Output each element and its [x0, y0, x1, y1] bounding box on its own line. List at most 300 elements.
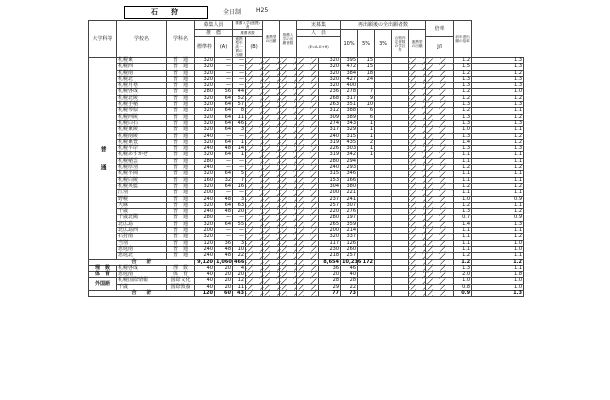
col-rec-b: (B): [246, 37, 263, 58]
cell-quota: 160: [195, 177, 215, 183]
cell-actual: 226: [319, 146, 341, 152]
cell-school: 札幌西: [117, 64, 167, 70]
cell-quota: 240: [195, 196, 215, 202]
col-c1: 連携型の出願: [263, 21, 280, 58]
col-c4: 合格内定者数の学区外: [392, 30, 409, 58]
cell-recommend: 64: [215, 108, 233, 114]
cell-recommend: 48: [215, 209, 233, 215]
cell-applicants: 427: [341, 76, 358, 82]
col-c5: 連携型の出願: [409, 30, 426, 58]
total-p10: 172: [358, 259, 375, 265]
col-rec-group: 推薦入学(連携)者: [233, 21, 263, 30]
total-prev-ratio: 1.3: [472, 290, 524, 296]
cell-applicants: 221: [341, 190, 358, 196]
cell-ratio: 1.0: [454, 196, 472, 202]
cell-applicants: 28: [341, 278, 358, 284]
cell-prev-ratio: 1.1: [472, 265, 524, 271]
cell-actual: 309: [319, 114, 341, 120]
cell-actual: 236: [319, 89, 341, 95]
cell-quota: 40: [195, 278, 215, 284]
cell-quota: 120: [195, 240, 215, 246]
cell-prev-ratio: 1.1: [472, 127, 524, 133]
cell-rec-count: 12: [233, 278, 246, 284]
cell-ratio: 2.0: [454, 272, 472, 278]
cell-recommend: —: [215, 70, 233, 76]
cell-ratio: 1.0: [454, 127, 472, 133]
cell-applicants: 400: [341, 83, 358, 89]
cell-p10: 1: [358, 120, 375, 126]
cell-prev-ratio: 1.2: [472, 234, 524, 240]
cell-actual: 240: [319, 165, 341, 171]
cell-rec-count: —: [233, 83, 246, 89]
header-row-1: [89, 21, 524, 30]
total-applicants: 10,236: [342, 258, 362, 265]
cell-ratio: 1.3: [454, 83, 472, 89]
cell-quota: 320: [195, 95, 215, 101]
cell-rec-count: 16: [233, 183, 246, 189]
cell-p10: 1: [358, 152, 375, 158]
col-rec-sub: 推薦者数: [233, 30, 263, 37]
cell-applicants: 359: [341, 221, 358, 227]
cell-ratio: 0.8: [454, 284, 472, 290]
cell-prev-ratio: 1.3: [472, 58, 524, 64]
cell-school: 札幌南陵: [117, 133, 167, 139]
cell-rec-count: 22: [233, 253, 246, 259]
cell-school: 千歳: [117, 209, 167, 215]
cell-prev-ratio: 1.1: [472, 152, 524, 158]
cell-prev-ratio: 1.0: [472, 284, 524, 290]
cell-p10: 6: [358, 114, 375, 120]
cell-ratio: 1.1: [454, 177, 472, 183]
cell-actual: 230: [319, 246, 341, 252]
cell-prev-ratio: 1.2: [472, 209, 524, 215]
cell-recommend: —: [215, 158, 233, 164]
cell-school: 札幌厚別: [117, 165, 167, 171]
cell-rec-count: —: [233, 234, 246, 240]
cell-course: 普 通: [167, 139, 195, 145]
cell-applicants: 395: [341, 58, 358, 64]
cell-ratio: 1.1: [454, 228, 472, 234]
cell-applicants: 166: [341, 177, 358, 183]
cell-recommend: 20: [215, 278, 233, 284]
cell-course: 普 通: [167, 108, 195, 114]
cell-course: 普 通: [167, 202, 195, 208]
col-ratio-sub: J/I: [426, 37, 454, 58]
cell-actual: 320: [319, 64, 341, 70]
cell-quota: 320: [195, 127, 215, 133]
cell-applicants: 303: [341, 146, 358, 152]
cell-actual: 320: [319, 58, 341, 64]
total-prev-ratio: 1.2: [472, 259, 524, 265]
cell-ratio: 1.4: [454, 139, 472, 145]
cell-recommend: 20: [215, 265, 233, 271]
cell-recommend: 64: [215, 127, 233, 133]
cell-rec-count: 1: [233, 139, 246, 145]
cell-rec-count: 55: [233, 221, 246, 227]
cell-recommend: 48: [215, 146, 233, 152]
cell-rec-count: —: [233, 76, 246, 82]
cell-applicants: 351: [341, 102, 358, 108]
total-quota: 9,120: [195, 259, 215, 265]
cell-ratio: 1.5: [454, 64, 472, 70]
cell-p10: 6: [358, 108, 375, 114]
col-c3: 連携型中高一貫の出願: [233, 37, 246, 58]
cell-quota: 240: [195, 253, 215, 259]
cell-school: 札幌東: [117, 58, 167, 64]
total-hatch-4: [297, 290, 319, 296]
cell-p10: 1: [358, 146, 375, 152]
cell-p10: 7: [358, 89, 375, 95]
cell-applicants: 343: [341, 120, 358, 126]
cell-prev-ratio: 1.3: [472, 64, 524, 70]
cell-prev-ratio: 1.1: [472, 190, 524, 196]
cell-course: 普 通: [167, 190, 195, 196]
cell-rec-count: 7: [233, 177, 246, 183]
cell-ratio: 1.2: [454, 70, 472, 76]
cell-quota: 320: [195, 76, 215, 82]
cell-course: 普 通: [167, 114, 195, 120]
cell-actual: 268: [319, 95, 341, 101]
cell-rec-count: —: [233, 190, 246, 196]
cell-school: 千歳北陽: [117, 215, 167, 221]
cell-school: 恵庭南: [117, 272, 167, 278]
cell-ratio: 1.3: [454, 265, 472, 271]
cell-recommend: 64: [215, 95, 233, 101]
cell-quota: 320: [195, 183, 215, 189]
cell-prev-ratio: 1.3: [472, 76, 524, 82]
cell-course: 普 通: [167, 95, 195, 101]
cell-recommend: —: [215, 64, 233, 70]
col-category: 大学科等: [89, 21, 117, 58]
cell-quota: 320: [195, 152, 215, 158]
cell-prev-ratio: 1.1: [472, 202, 524, 208]
cell-school: 札幌南: [117, 70, 167, 76]
total-p10: [358, 290, 375, 296]
cell-prev-ratio: 1.2: [472, 114, 524, 120]
subtotal-row: [89, 290, 524, 296]
cell-ratio: 1.2: [454, 202, 472, 208]
cell-rec-count: —: [233, 64, 246, 70]
cell-ratio: 1.3: [454, 120, 472, 126]
cell-quota: 280: [195, 89, 215, 95]
cell-recommend: 64: [215, 102, 233, 108]
cell-actual: 36: [319, 265, 341, 271]
cell-quota: 320: [195, 202, 215, 208]
cell-rec-count: 52: [233, 95, 246, 101]
cell-ratio: 1.1: [454, 152, 472, 158]
category-science: 理 数: [89, 265, 117, 271]
cell-quota: 320: [195, 114, 215, 120]
cell-actual: 29: [319, 284, 341, 290]
cell-ratio: 1.3: [454, 146, 472, 152]
cell-actual: 320: [319, 83, 341, 89]
cell-course: 普 通: [167, 64, 195, 70]
cell-course: 体 育: [167, 272, 195, 278]
cell-quota: 200: [195, 190, 215, 196]
cell-quota: 40: [195, 272, 215, 278]
cell-rec-count: 46: [233, 120, 246, 126]
cell-applicants: 46: [341, 265, 358, 271]
cell-prev-ratio: 1.2: [472, 70, 524, 76]
col-course: 学科名: [167, 21, 195, 58]
cell-applicants: 241: [341, 196, 358, 202]
cell-course: 普 通: [167, 196, 195, 202]
cell-school: 当別: [117, 240, 167, 246]
col-quota-a: (A): [215, 37, 233, 58]
cell-ratio: 1.2: [454, 165, 472, 171]
cell-rec-count: 5: [233, 171, 246, 177]
total-hatch-1: [246, 290, 263, 296]
cell-applicants: 307: [341, 202, 358, 208]
cell-rec-count: —: [233, 70, 246, 76]
cell-course: 国際教養: [167, 284, 195, 290]
cell-actual: 200: [319, 190, 341, 196]
fiscal-year: H25: [256, 7, 269, 14]
total-recommend: 1,060: [216, 258, 232, 265]
cell-applicants: 294: [341, 158, 358, 164]
total-applicants: 73: [341, 290, 358, 296]
cell-prev-ratio: 1.0: [472, 240, 524, 246]
cell-rec-count: —: [233, 215, 246, 221]
cell-school: 江別: [117, 190, 167, 196]
region-title: 石 狩: [124, 6, 208, 19]
cell-prev-ratio: 1.3: [472, 146, 524, 152]
cell-applicants: 472: [341, 64, 358, 70]
cell-quota: 40: [195, 284, 215, 290]
cell-ratio: 1.3: [454, 102, 472, 108]
cell-ratio: 1.2: [454, 89, 472, 95]
cell-school: 札幌啓成: [117, 265, 167, 271]
total-hatch-2: [263, 290, 280, 296]
cell-rec-count: —: [233, 158, 246, 164]
cell-ratio: 1.2: [454, 58, 472, 64]
cell-ratio: 1.3: [454, 76, 472, 82]
cell-quota: 200: [195, 228, 215, 234]
cell-rec-count: 20: [233, 272, 246, 278]
cell-ratio: 1.2: [454, 253, 472, 259]
cell-actual: 320: [319, 76, 341, 82]
cell-quota: 240: [195, 146, 215, 152]
cell-quota: 320: [195, 102, 215, 108]
cell-actual: 263: [319, 102, 341, 108]
cell-school: 札幌あすかぜ: [117, 152, 167, 158]
cell-applicants: 276: [341, 209, 358, 215]
cell-recommend: 32: [215, 177, 233, 183]
cell-rec-count: 63: [233, 202, 246, 208]
cell-school: 北広島西: [117, 228, 167, 234]
col-c2: 推薦入学の出願者数: [280, 21, 297, 58]
cell-actual: 319: [319, 139, 341, 145]
total-recommend: 60: [215, 290, 233, 296]
col-actual-formula: (E=A-G+H): [297, 37, 341, 58]
cell-school: 札幌琴似: [117, 108, 167, 114]
total-quota: 120: [195, 290, 215, 296]
col-apply-group: 再出願後の全出願者数: [341, 21, 426, 30]
cell-course: 普 通: [167, 171, 195, 177]
cell-p10: 15: [358, 58, 375, 64]
cell-actual: 320: [319, 70, 341, 76]
cell-actual: 317: [319, 127, 341, 133]
cell-recommend: 64: [215, 183, 233, 189]
cell-recommend: 64: [215, 202, 233, 208]
cell-ratio: 1.2: [454, 108, 472, 114]
cell-prev-ratio: 1.1: [472, 177, 524, 183]
cell-school: 札幌英藍: [117, 183, 167, 189]
cell-rec-count: 44: [233, 89, 246, 95]
total-ratio: 1.2: [454, 259, 472, 265]
cell-school: 石狩南: [117, 234, 167, 240]
cell-rec-count: 10: [233, 246, 246, 252]
cell-actual: 20: [319, 272, 341, 278]
cell-rec-count: 57: [233, 102, 246, 108]
cell-applicants: 214: [341, 228, 358, 234]
cell-prev-ratio: 1.3: [472, 221, 524, 227]
cell-rec-count: —: [233, 165, 246, 171]
cell-ratio: 1.4: [454, 221, 472, 227]
cell-actual: 280: [319, 158, 341, 164]
cell-recommend: 64: [215, 114, 233, 120]
cell-course: 普 通: [167, 221, 195, 227]
program-type: 全日制: [223, 9, 242, 16]
cell-recommend: —: [215, 133, 233, 139]
application-table: [88, 20, 524, 297]
cell-applicants: 389: [341, 114, 358, 120]
cell-rec-count: 11: [233, 284, 246, 290]
cell-school: 札幌白石: [117, 120, 167, 126]
cell-school: 北広島: [117, 221, 167, 227]
cell-rec-count: 8: [233, 108, 246, 114]
cell-actual: 320: [319, 234, 341, 240]
cell-quota: 320: [195, 58, 215, 64]
cell-ratio: 1.3: [454, 114, 472, 120]
cell-recommend: 48: [215, 246, 233, 252]
cell-school: 札幌国際情報: [117, 278, 167, 284]
total-rec-count: 43: [233, 290, 246, 296]
cell-ratio: 1.1: [454, 240, 472, 246]
title-row: [88, 4, 524, 20]
col-prev: 前年度出願の倍率: [454, 21, 472, 58]
cell-rec-count: —: [233, 58, 246, 64]
cell-rec-count: 4: [233, 265, 246, 271]
cell-actual: 280: [319, 215, 341, 221]
cell-recommend: —: [215, 83, 233, 89]
cell-quota: 320: [195, 64, 215, 70]
cell-rec-count: 14: [233, 146, 246, 152]
cell-course: 普 通: [167, 253, 195, 259]
cell-recommend: —: [215, 58, 233, 64]
cell-course: 普 通: [167, 177, 195, 183]
cell-school: 札幌西陵: [117, 114, 167, 120]
cell-course: 普 通: [167, 209, 195, 215]
cell-ratio: 1.3: [454, 133, 472, 139]
cell-course: 普 通: [167, 70, 195, 76]
cell-course: 普 通: [167, 76, 195, 82]
cell-school: 札幌東陵: [117, 127, 167, 133]
cell-prev-ratio: 1.1: [472, 171, 524, 177]
cell-recommend: 56: [215, 89, 233, 95]
cell-course: 普 通: [167, 83, 195, 89]
cell-applicants: 388: [341, 108, 358, 114]
cell-rec-count: 3: [233, 127, 246, 133]
cell-actual: 200: [319, 228, 341, 234]
cell-applicants: 126: [341, 240, 358, 246]
cell-prev-ratio: 1.1: [472, 228, 524, 234]
cell-course: 理 数: [167, 265, 195, 271]
cell-p10: 10: [358, 102, 375, 108]
cell-applicants: 435: [341, 139, 358, 145]
col-p10: 10%: [341, 30, 358, 58]
cell-prev-ratio: 0.9: [472, 196, 524, 202]
cell-applicants: 197: [341, 215, 358, 221]
cell-recommend: —: [215, 165, 233, 171]
cell-course: 普 通: [167, 152, 195, 158]
cell-course: 普 通: [167, 58, 195, 64]
cell-quota: 320: [195, 139, 215, 145]
cell-course: 普 通: [167, 158, 195, 164]
report-sheet: [88, 4, 524, 297]
cell-prev-ratio: 1.1: [472, 108, 524, 114]
cell-rec-count: 11: [233, 114, 246, 120]
total-hatch-6: [426, 290, 454, 296]
total-hatch-3: [280, 290, 297, 296]
cell-school: 札幌北陵: [117, 95, 167, 101]
cell-recommend: —: [215, 228, 233, 234]
cell-school: 恵庭北: [117, 253, 167, 259]
cell-quota: 320: [195, 70, 215, 76]
cell-quota: 320: [195, 83, 215, 89]
cell-actual: 240: [319, 133, 341, 139]
cell-quota: 240: [195, 209, 215, 215]
total-actual: 8,654: [319, 259, 341, 265]
cell-course: 普 通: [167, 146, 195, 152]
cell-prev-ratio: 1.2: [472, 95, 524, 101]
cell-rec-count: —: [233, 228, 246, 234]
cell-p10: 9: [358, 95, 375, 101]
total-hatch-5: [409, 290, 426, 296]
cell-ratio: 1.1: [454, 190, 472, 196]
table-body: [89, 58, 524, 297]
col-quota-group: 募集人員: [195, 21, 233, 30]
cell-rec-count: 3: [233, 196, 246, 202]
cell-recommend: 64: [215, 152, 233, 158]
total-actual: 77: [319, 290, 341, 296]
cell-ratio: 1.1: [454, 234, 472, 240]
cell-course: 普 通: [167, 89, 195, 95]
cell-course: 普 通: [167, 228, 195, 234]
cell-course: 普 通: [167, 246, 195, 252]
cell-school: 札幌平岡: [117, 171, 167, 177]
cell-p10: 24: [358, 76, 375, 82]
cell-recommend: —: [215, 215, 233, 221]
cell-rec-count: 3: [233, 240, 246, 246]
cell-school: 札幌北: [117, 76, 167, 82]
cell-ratio: 1.2: [454, 95, 472, 101]
cell-applicants: 329: [341, 127, 358, 133]
cell-recommend: 64: [215, 221, 233, 227]
cell-recommend: 20: [215, 284, 233, 290]
cell-school: 恵庭南: [117, 246, 167, 252]
cell-prev-ratio: 1.3: [472, 102, 524, 108]
cell-applicants: 380: [341, 183, 358, 189]
cell-actual: 237: [319, 196, 341, 202]
cell-actual: 304: [319, 183, 341, 189]
cell-course: 普 通: [167, 240, 195, 246]
cell-applicants: 346: [341, 171, 358, 177]
cell-actual: 28: [319, 278, 341, 284]
cell-prev-ratio: 1.0: [472, 89, 524, 95]
cell-actual: 265: [319, 221, 341, 227]
cell-course: 普 通: [167, 165, 195, 171]
